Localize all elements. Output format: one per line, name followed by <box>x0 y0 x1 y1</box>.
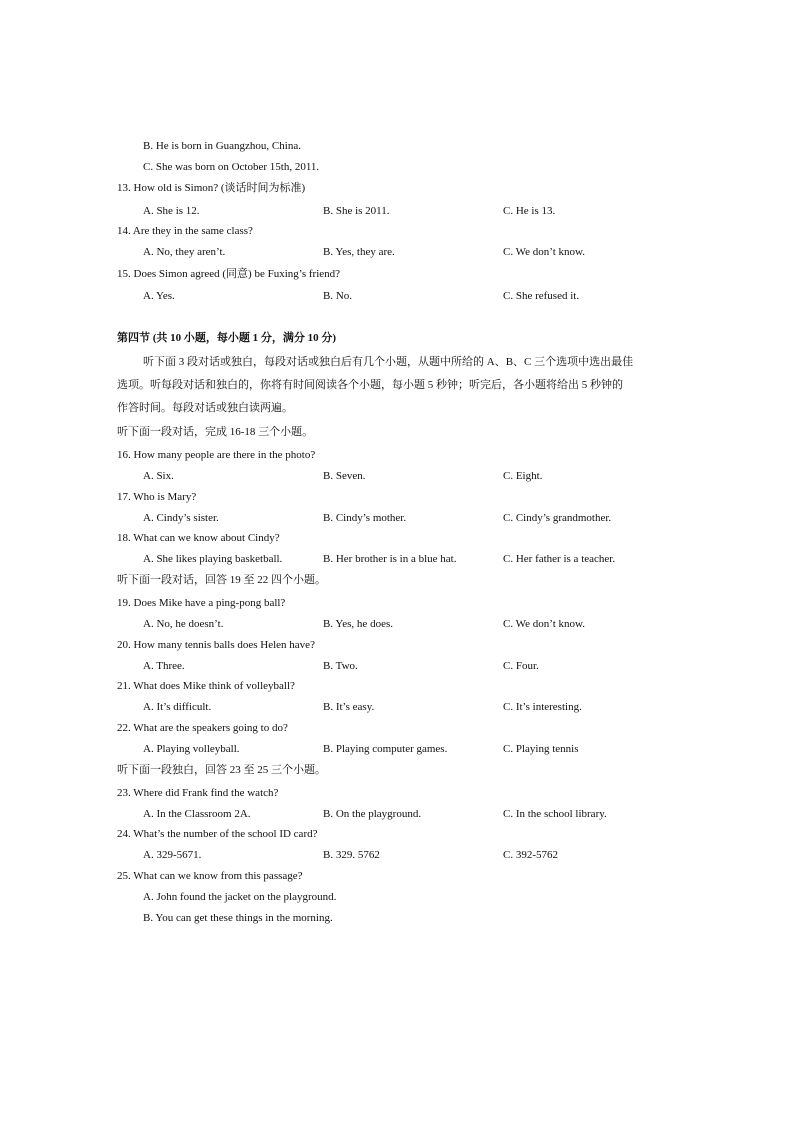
q14-option-a: A. No, they aren’t. <box>143 246 226 258</box>
question-14: 14. Are they in the same class? <box>117 225 253 237</box>
q22-option-a: A. Playing volleyball. <box>143 743 240 755</box>
q14-option-c: C. We don’t know. <box>503 246 586 258</box>
dialog-1-intro: 听下面一段对话，完成 16-18 三个小题。 <box>117 426 314 438</box>
question-17: 17. Who is Mary? <box>117 491 197 503</box>
instructions-line-2: 选项。听每段对话和独白的，你将有时间阅读各个小题，每小题 5 秒钟；听完后，各小题将给出 5 秒钟的 <box>117 379 623 391</box>
q22-option-c: C. Playing tennis <box>503 743 579 755</box>
question-13: 13. How old is Simon? (谈话时间为标准) <box>117 182 306 194</box>
q16-option-c: C. Eight. <box>503 470 543 482</box>
q17-option-a: A. Cindy’s sister. <box>143 512 219 524</box>
q25-option-a: A. John found the jacket on the playground. <box>143 891 337 903</box>
q18-option-c: C. Her father is a teacher. <box>503 553 616 565</box>
question-19: 19. Does Mike have a ping-pong ball? <box>117 597 286 609</box>
q23-option-b: B. On the playground. <box>323 808 422 820</box>
instructions-line-3: 作答时间。每段对话或独白读两遍。 <box>117 402 293 414</box>
question-15: 15. Does Simon agreed (同意) be Fuxing’s friend? <box>117 268 341 280</box>
q21-option-b: B. It’s easy. <box>323 701 375 713</box>
q16-option-b: B. Seven. <box>323 470 366 482</box>
q20-option-a: A. Three. <box>143 660 185 672</box>
q18-option-b: B. Her brother is in a blue hat. <box>323 553 457 565</box>
q17-option-b: B. Cindy’s mother. <box>323 512 407 524</box>
question-20: 20. How many tennis balls does Helen have? <box>117 639 315 651</box>
q12-option-c: C. She was born on October 15th, 2011. <box>143 161 320 173</box>
q25-option-b: B. You can get these things in the morning. <box>143 912 333 924</box>
monologue-intro: 听下面一段独白，回答 23 至 25 三个小题。 <box>117 764 326 776</box>
q19-option-a: A. No, he doesn’t. <box>143 618 224 630</box>
question-21: 21. What does Mike think of volleyball? <box>117 680 295 692</box>
question-16: 16. How many people are there in the photo? <box>117 449 316 461</box>
q22-option-b: B. Playing computer games. <box>323 743 448 755</box>
q19-option-b: B. Yes, he does. <box>323 618 393 630</box>
q20-option-c: C. Four. <box>503 660 539 672</box>
q24-option-a: A. 329-5671. <box>143 849 202 861</box>
q24-option-b: B. 329. 5762 <box>323 849 380 861</box>
section-heading: 第四节 (共 10 小题，每小题 1 分，满分 10 分) <box>117 332 337 344</box>
question-24: 24. What’s the number of the school ID card? <box>117 828 318 840</box>
q12-option-b: B. He is born in Guangzhou, China. <box>143 140 301 152</box>
q13-option-a: A. She is 12. <box>143 205 200 217</box>
q15-option-a: A. Yes. <box>143 290 175 302</box>
q18-option-a: A. She likes playing basketball. <box>143 553 283 565</box>
q24-option-c: C. 392-5762 <box>503 849 558 861</box>
q21-option-c: C. It’s interesting. <box>503 701 582 713</box>
q17-option-c: C. Cindy’s grandmother. <box>503 512 612 524</box>
question-22: 22. What are the speakers going to do? <box>117 722 288 734</box>
q20-option-b: B. Two. <box>323 660 358 672</box>
q13-option-c: C. He is 13. <box>503 205 556 217</box>
q21-option-a: A. It’s difficult. <box>143 701 212 713</box>
q15-option-c: C. She refused it. <box>503 290 580 302</box>
dialog-2-intro: 听下面一段对话，回答 19 至 22 四个小题。 <box>117 574 326 586</box>
q16-option-a: A. Six. <box>143 470 174 482</box>
q23-option-a: A. In the Classroom 2A. <box>143 808 251 820</box>
q23-option-c: C. In the school library. <box>503 808 607 820</box>
question-23: 23. Where did Frank find the watch? <box>117 787 279 799</box>
question-25: 25. What can we know from this passage? <box>117 870 303 882</box>
question-18: 18. What can we know about Cindy? <box>117 532 280 544</box>
q13-option-b: B. She is 2011. <box>323 205 390 217</box>
q19-option-c: C. We don’t know. <box>503 618 586 630</box>
q15-option-b: B. No. <box>323 290 353 302</box>
instructions-line-1: 听下面 3 段对话或独白，每段对话或独白后有几个小题，从题中所给的 A、B、C 三个选项中选出最佳 <box>143 356 634 368</box>
q14-option-b: B. Yes, they are. <box>323 246 395 258</box>
